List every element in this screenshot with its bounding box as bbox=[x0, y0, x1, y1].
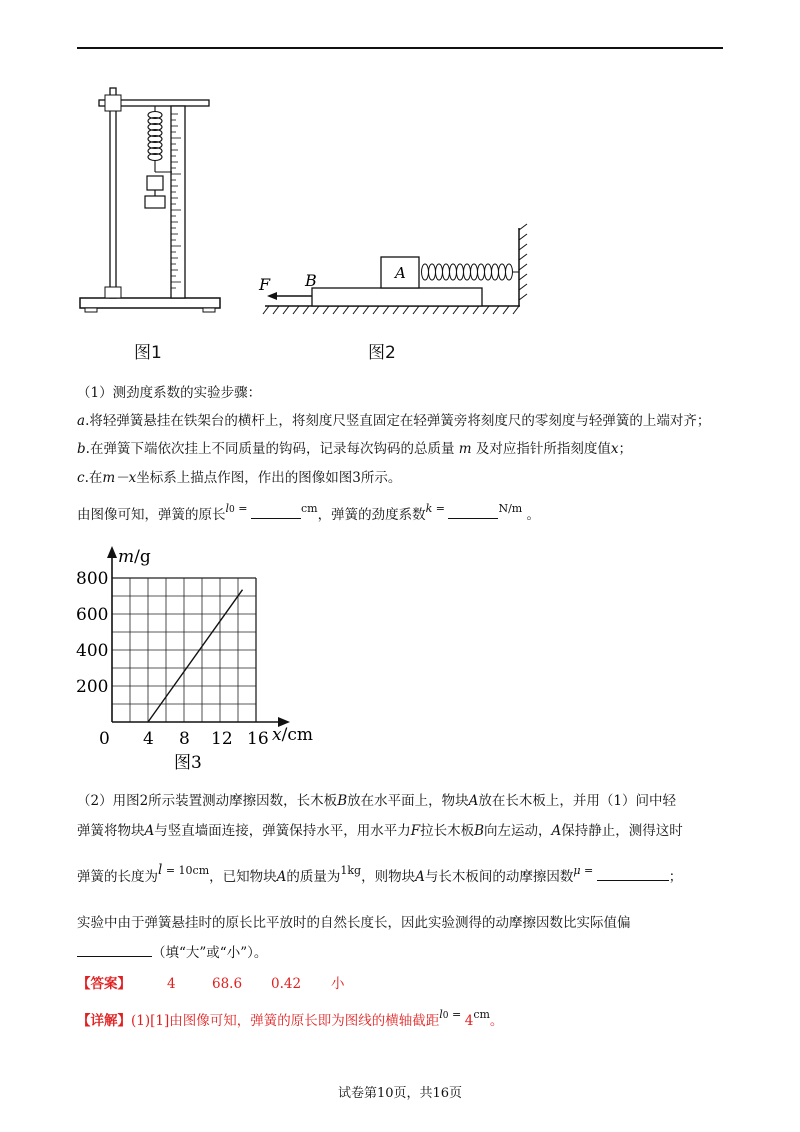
answer-blank-bias[interactable] bbox=[77, 956, 152, 957]
answer-2: 68.6 bbox=[212, 976, 243, 992]
answer-line: 【答案】 4 68.6 0.42 小 bbox=[77, 976, 345, 992]
answer-blank-mu[interactable] bbox=[597, 880, 669, 881]
x-tick-label: 12 bbox=[211, 729, 233, 749]
answer-3: 0.42 bbox=[271, 976, 302, 992]
y-tick-label: 400 bbox=[76, 641, 109, 661]
x-axis-label: x/cm bbox=[272, 725, 313, 745]
chart-grid bbox=[112, 578, 256, 722]
y-axis-arrow-icon bbox=[107, 546, 117, 558]
horizontal-spring bbox=[422, 264, 520, 280]
answer-blank-k[interactable] bbox=[448, 518, 498, 519]
header-rule bbox=[77, 47, 723, 49]
figure-3-chart bbox=[70, 540, 330, 780]
label-a: A bbox=[395, 264, 406, 282]
chart-axes bbox=[107, 546, 290, 727]
part2-line-5: （填“大”或“小”）。 bbox=[77, 944, 267, 962]
figure-1-caption: 图1 bbox=[134, 343, 162, 363]
ground-hatch bbox=[263, 306, 519, 314]
x-tick-label: 16 bbox=[247, 729, 269, 749]
page-footer: 试卷第10页，共16页 bbox=[337, 1086, 463, 1101]
x-tick-label: 4 bbox=[143, 729, 154, 749]
part2-line-2: 弹簧将物块A与竖直墙面连接，弹簧保持水平，用水平力F拉长木板B向左运动，A保持静止，测得这时 bbox=[77, 823, 683, 839]
y-tick-label: 800 bbox=[76, 569, 109, 589]
y-tick-label: 600 bbox=[76, 605, 109, 625]
x-tick-label: 0 bbox=[99, 729, 110, 749]
detail-line: 【详解】(1)[1]由图像可知，弹簧的原长即为图线的横轴截距$l0 = 4^{cm}$。 bbox=[77, 1008, 504, 1029]
label-b: B bbox=[305, 271, 317, 290]
answer-1: 4 bbox=[167, 976, 176, 992]
label-f: F bbox=[259, 275, 271, 294]
part1-heading: （1）测劲度系数的实验步骤： bbox=[77, 385, 262, 401]
chart-title: 图3 bbox=[174, 753, 202, 773]
part2-line-4: 实验中由于弹簧悬挂时的原长比平放时的自然长度长，因此实验测得的动摩擦因数比实际值偏 bbox=[77, 915, 631, 931]
y-tick-label: 200 bbox=[76, 677, 109, 697]
hanging-spring bbox=[148, 106, 172, 172]
step-c: c.在m－x坐标系上描点作图，作出的图像如图3所示。 bbox=[77, 470, 402, 486]
step-a: a.将轻弹簧悬挂在铁架台的横杆上，将刻度尺竖直固定在轻弹簧旁将刻度尺的零刻度与轻弹簧的上端对齐； bbox=[77, 413, 711, 429]
hook-weights bbox=[145, 176, 165, 208]
question-1: 由图像可知，弹簧的原长l0 = $^{cm}$，弹簧的劲度系数k = $^{N/m}$ 。 bbox=[77, 502, 541, 523]
step-b: b.在弹簧下端依次挂上不同质量的钩码，记录每次钩码的总质量 m 及对应指针所指刻度值x； bbox=[77, 441, 632, 457]
figure-2-caption: 图2 bbox=[368, 343, 396, 363]
wall-hatch bbox=[519, 224, 527, 300]
x-tick-label: 8 bbox=[179, 729, 190, 749]
part2-line-1: （2）用图2所示装置测动摩擦因数，长木板B放在水平面上，物块A放在长木板上，并用（1）问中轻 bbox=[77, 793, 676, 809]
answer-4: 小 bbox=[331, 976, 345, 992]
part2-line-3: 弹簧的长度为l = 10cm，已知物块A的质量为$^{1kg}$，则物块A与长木板间的动摩擦因数μ = ； bbox=[77, 862, 683, 885]
board-b bbox=[312, 288, 482, 306]
chart-series bbox=[148, 590, 243, 722]
figure-2-friction-diagram bbox=[255, 220, 535, 320]
answer-blank-l0[interactable] bbox=[251, 518, 301, 519]
figure-1-stand-diagram bbox=[75, 80, 235, 320]
y-axis-label: m/g bbox=[118, 547, 151, 567]
series-line bbox=[148, 590, 243, 722]
